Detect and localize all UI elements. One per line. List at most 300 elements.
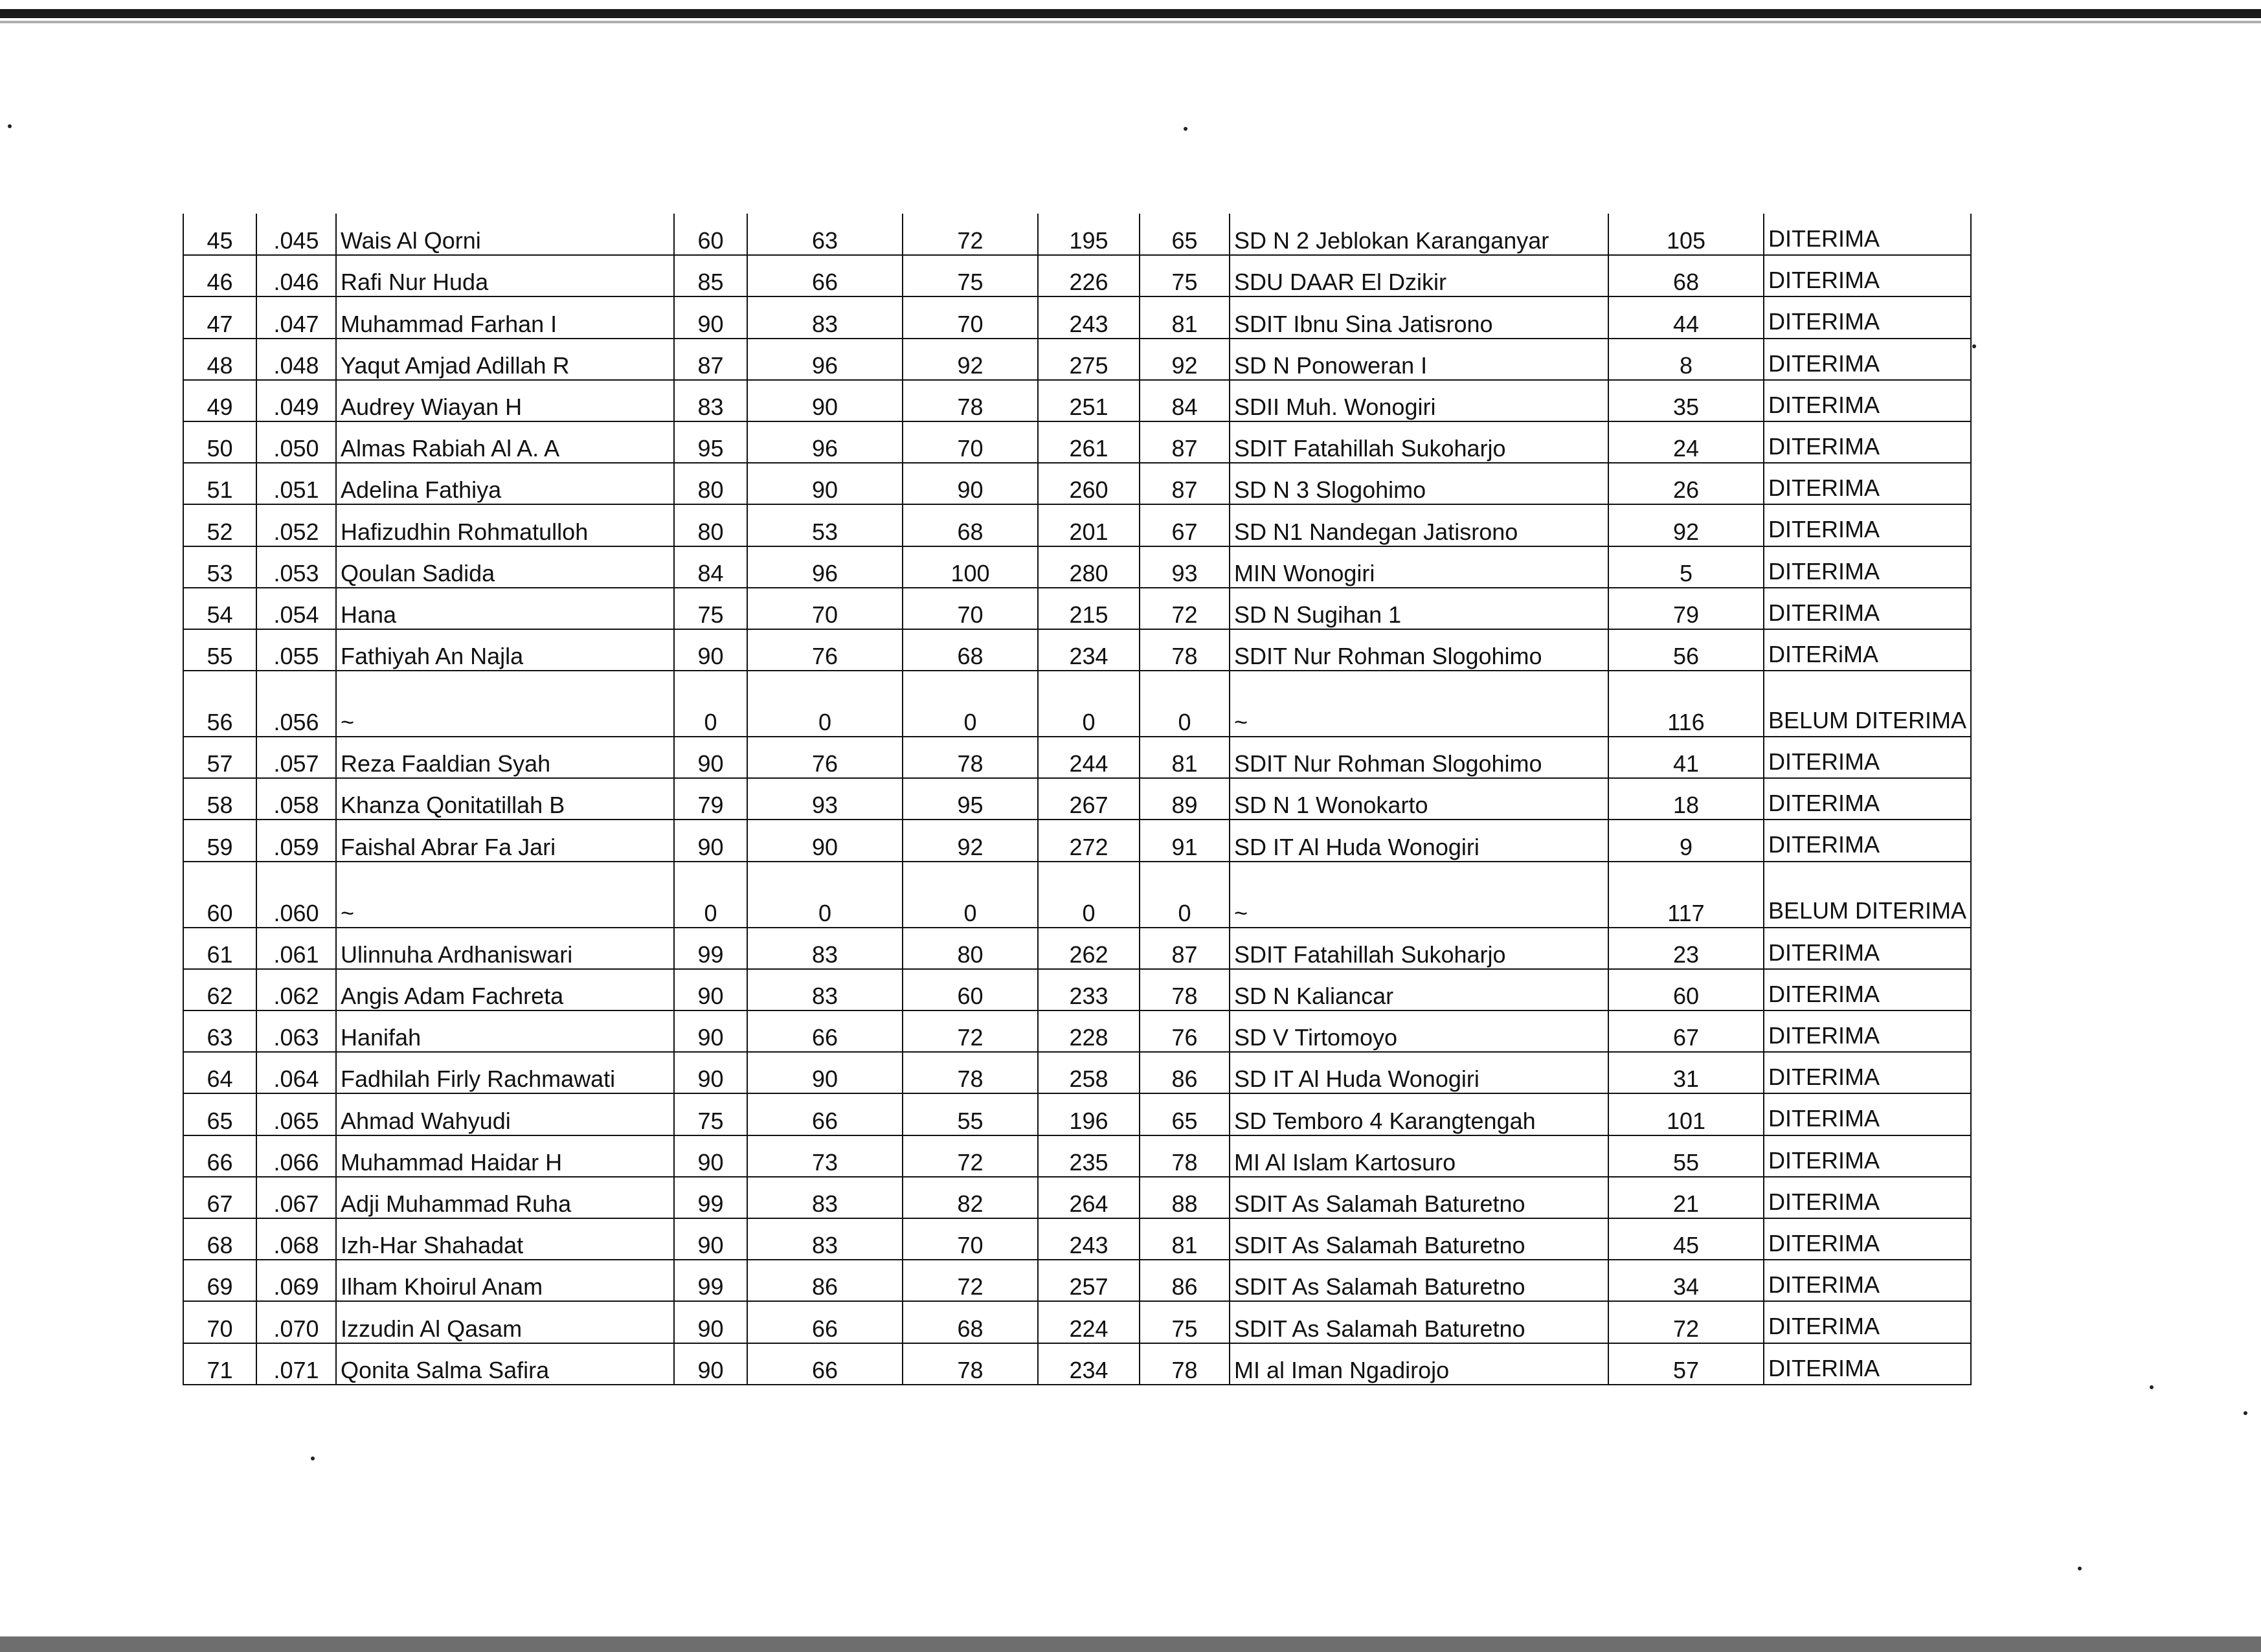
table-row <box>183 862 1971 928</box>
score-3: 68 <box>903 504 1038 546</box>
score-1: 80 <box>674 504 747 546</box>
rank: 41 <box>1608 737 1764 778</box>
student-name: Hafizudhin Rohmatulloh <box>336 504 674 546</box>
rank: 23 <box>1608 928 1764 969</box>
score-3: 68 <box>903 629 1038 671</box>
scan-speck <box>311 1457 315 1460</box>
score-3: 0 <box>903 862 1038 928</box>
score-2: 53 <box>747 504 903 546</box>
row-number: 45 <box>183 214 256 255</box>
score-1: 90 <box>674 1010 747 1052</box>
score-1: 83 <box>674 380 747 421</box>
row-number: 50 <box>183 421 256 463</box>
table-row <box>183 928 1971 969</box>
average-score: 88 <box>1140 1177 1230 1218</box>
score-2: 66 <box>747 255 903 296</box>
average-score: 78 <box>1140 629 1230 671</box>
average-score: 84 <box>1140 380 1230 421</box>
average-score: 78 <box>1140 969 1230 1010</box>
admission-status: DITERIMA <box>1764 504 1971 546</box>
origin-school: MI al Iman Ngadirojo <box>1230 1343 1608 1385</box>
admission-status: DITERIMA <box>1764 1010 1971 1052</box>
admission-status: DITERIMA <box>1764 339 1971 380</box>
table-row <box>183 1218 1971 1260</box>
registration-code: .047 <box>256 296 336 338</box>
row-number: 71 <box>183 1343 256 1385</box>
rank: 31 <box>1608 1052 1764 1093</box>
student-name: Ahmad Wahyudi <box>336 1093 674 1135</box>
registration-code: .067 <box>256 1177 336 1218</box>
row-number: 48 <box>183 339 256 380</box>
row-number: 52 <box>183 504 256 546</box>
table-row <box>183 463 1971 504</box>
rank: 8 <box>1608 339 1764 380</box>
student-name: Khanza Qonitatillah B <box>336 778 674 820</box>
average-score: 86 <box>1140 1052 1230 1093</box>
score-1: 90 <box>674 820 747 861</box>
score-2: 73 <box>747 1135 903 1177</box>
score-3: 78 <box>903 1052 1038 1093</box>
origin-school: SD N 3 Slogohimo <box>1230 463 1608 504</box>
admission-status: DITERIMA <box>1764 820 1971 861</box>
total-score: 0 <box>1038 862 1140 928</box>
score-1: 90 <box>674 1218 747 1260</box>
score-2: 96 <box>747 339 903 380</box>
rank: 67 <box>1608 1010 1764 1052</box>
registration-code: .048 <box>256 339 336 380</box>
total-score: 195 <box>1038 214 1140 255</box>
student-name: ~ <box>336 671 674 737</box>
score-1: 90 <box>674 1343 747 1385</box>
score-1: 90 <box>674 737 747 778</box>
score-2: 76 <box>747 737 903 778</box>
rank: 26 <box>1608 463 1764 504</box>
admission-status: DITERIMA <box>1764 214 1971 255</box>
row-number: 58 <box>183 778 256 820</box>
admission-status: DITERIMA <box>1764 737 1971 778</box>
rank: 57 <box>1608 1343 1764 1385</box>
student-name: Muhammad Haidar H <box>336 1135 674 1177</box>
score-3: 70 <box>903 296 1038 338</box>
row-number: 64 <box>183 1052 256 1093</box>
row-number: 51 <box>183 463 256 504</box>
average-score: 78 <box>1140 1343 1230 1385</box>
table-row <box>183 1010 1971 1052</box>
row-number: 66 <box>183 1135 256 1177</box>
registration-code: .058 <box>256 778 336 820</box>
registration-code: .057 <box>256 737 336 778</box>
score-1: 80 <box>674 463 747 504</box>
rank: 55 <box>1608 1135 1764 1177</box>
admission-status: BELUM DITERIMA <box>1764 671 1971 737</box>
average-score: 72 <box>1140 588 1230 629</box>
student-name: Almas Rabiah Al A. A <box>336 421 674 463</box>
row-number: 65 <box>183 1093 256 1135</box>
registration-code: .059 <box>256 820 336 861</box>
origin-school: SDU DAAR El Dzikir <box>1230 255 1608 296</box>
registration-code: .054 <box>256 588 336 629</box>
total-score: 258 <box>1038 1052 1140 1093</box>
total-score: 243 <box>1038 296 1140 338</box>
student-name: Reza Faaldian Syah <box>336 737 674 778</box>
score-1: 99 <box>674 1177 747 1218</box>
total-score: 215 <box>1038 588 1140 629</box>
score-2: 83 <box>747 969 903 1010</box>
table-row <box>183 778 1971 820</box>
score-3: 60 <box>903 969 1038 1010</box>
registration-code: .068 <box>256 1218 336 1260</box>
score-2: 66 <box>747 1093 903 1135</box>
total-score: 261 <box>1038 421 1140 463</box>
origin-school: SDIT Fatahillah Sukoharjo <box>1230 421 1608 463</box>
origin-school: MI Al Islam Kartosuro <box>1230 1135 1608 1177</box>
score-1: 60 <box>674 214 747 255</box>
rank: 101 <box>1608 1093 1764 1135</box>
scan-edge-top-shadow <box>0 21 2261 23</box>
admission-status: DITERIMA <box>1764 296 1971 338</box>
origin-school: ~ <box>1230 862 1608 928</box>
table-row <box>183 969 1971 1010</box>
total-score: 234 <box>1038 1343 1140 1385</box>
registration-code: .063 <box>256 1010 336 1052</box>
table-row <box>183 296 1971 338</box>
rank: 56 <box>1608 629 1764 671</box>
admission-status: DITERIMA <box>1764 1177 1971 1218</box>
registration-code: .061 <box>256 928 336 969</box>
total-score: 251 <box>1038 380 1140 421</box>
score-1: 95 <box>674 421 747 463</box>
admission-status: DITERIMA <box>1764 778 1971 820</box>
average-score: 75 <box>1140 255 1230 296</box>
rank: 60 <box>1608 969 1764 1010</box>
row-number: 60 <box>183 862 256 928</box>
rank: 24 <box>1608 421 1764 463</box>
rank: 45 <box>1608 1218 1764 1260</box>
student-name: Yaqut Amjad Adillah R <box>336 339 674 380</box>
student-name: Adji Muhammad Ruha <box>336 1177 674 1218</box>
score-3: 78 <box>903 380 1038 421</box>
total-score: 280 <box>1038 546 1140 588</box>
average-score: 65 <box>1140 1093 1230 1135</box>
origin-school: SD V Tirtomoyo <box>1230 1010 1608 1052</box>
origin-school: SD N Ponoweran I <box>1230 339 1608 380</box>
total-score: 201 <box>1038 504 1140 546</box>
total-score: 262 <box>1038 928 1140 969</box>
admission-status: DITERIMA <box>1764 928 1971 969</box>
admission-status: DITERIMA <box>1764 1218 1971 1260</box>
table-row <box>183 1052 1971 1093</box>
score-2: 63 <box>747 214 903 255</box>
average-score: 0 <box>1140 862 1230 928</box>
total-score: 233 <box>1038 969 1140 1010</box>
table-row <box>183 1301 1971 1343</box>
score-1: 99 <box>674 1260 747 1301</box>
total-score: 226 <box>1038 255 1140 296</box>
rank: 72 <box>1608 1301 1764 1343</box>
origin-school: SD N Sugihan 1 <box>1230 588 1608 629</box>
row-number: 69 <box>183 1260 256 1301</box>
score-2: 86 <box>747 1260 903 1301</box>
score-1: 87 <box>674 339 747 380</box>
average-score: 81 <box>1140 737 1230 778</box>
total-score: 234 <box>1038 629 1140 671</box>
average-score: 75 <box>1140 1301 1230 1343</box>
origin-school: SDII Muh. Wonogiri <box>1230 380 1608 421</box>
total-score: 275 <box>1038 339 1140 380</box>
score-2: 83 <box>747 1177 903 1218</box>
admission-status: DITERIMA <box>1764 546 1971 588</box>
admission-status: BELUM DITERIMA <box>1764 862 1971 928</box>
score-2: 83 <box>747 1218 903 1260</box>
row-number: 61 <box>183 928 256 969</box>
score-2: 93 <box>747 778 903 820</box>
score-2: 70 <box>747 588 903 629</box>
registration-code: .050 <box>256 421 336 463</box>
rank: 35 <box>1608 380 1764 421</box>
scan-speck <box>8 124 12 128</box>
origin-school: SDIT As Salamah Baturetno <box>1230 1177 1608 1218</box>
student-name: Fadhilah Firly Rachmawati <box>336 1052 674 1093</box>
table-row <box>183 380 1971 421</box>
student-name: Fathiyah An Najla <box>336 629 674 671</box>
score-1: 84 <box>674 546 747 588</box>
admission-results-table <box>183 214 1972 1385</box>
table-row <box>183 1093 1971 1135</box>
student-name: Adelina Fathiya <box>336 463 674 504</box>
registration-code: .049 <box>256 380 336 421</box>
admission-status: DITERIMA <box>1764 1135 1971 1177</box>
average-score: 65 <box>1140 214 1230 255</box>
score-2: 96 <box>747 546 903 588</box>
table-row <box>183 339 1971 380</box>
score-1: 90 <box>674 969 747 1010</box>
row-number: 55 <box>183 629 256 671</box>
score-3: 72 <box>903 1010 1038 1052</box>
score-3: 70 <box>903 588 1038 629</box>
table-row <box>183 820 1971 861</box>
score-3: 90 <box>903 463 1038 504</box>
rank: 34 <box>1608 1260 1764 1301</box>
table-row <box>183 255 1971 296</box>
registration-code: .053 <box>256 546 336 588</box>
table-row <box>183 671 1971 737</box>
row-number: 49 <box>183 380 256 421</box>
average-score: 87 <box>1140 463 1230 504</box>
rank: 92 <box>1608 504 1764 546</box>
registration-code: .064 <box>256 1052 336 1093</box>
table-row <box>183 504 1971 546</box>
origin-school: SDIT Nur Rohman Slogohimo <box>1230 629 1608 671</box>
total-score: 196 <box>1038 1093 1140 1135</box>
scan-speck <box>2244 1411 2247 1415</box>
total-score: 235 <box>1038 1135 1140 1177</box>
score-1: 0 <box>674 862 747 928</box>
score-3: 72 <box>903 214 1038 255</box>
score-3: 72 <box>903 1260 1038 1301</box>
score-3: 78 <box>903 737 1038 778</box>
student-name: Hana <box>336 588 674 629</box>
rank: 79 <box>1608 588 1764 629</box>
admission-status: DITERIMA <box>1764 969 1971 1010</box>
score-2: 83 <box>747 296 903 338</box>
score-1: 85 <box>674 255 747 296</box>
origin-school: SDIT As Salamah Baturetno <box>1230 1301 1608 1343</box>
score-1: 90 <box>674 1301 747 1343</box>
average-score: 91 <box>1140 820 1230 861</box>
admission-status: DITERIMA <box>1764 255 1971 296</box>
score-2: 66 <box>747 1343 903 1385</box>
row-number: 70 <box>183 1301 256 1343</box>
rank: 68 <box>1608 255 1764 296</box>
scan-speck <box>2150 1385 2154 1389</box>
score-3: 75 <box>903 255 1038 296</box>
origin-school: SD Temboro 4 Karangtengah <box>1230 1093 1608 1135</box>
scan-edge-top <box>0 9 2261 18</box>
registration-code: .046 <box>256 255 336 296</box>
student-name: ~ <box>336 862 674 928</box>
total-score: 260 <box>1038 463 1140 504</box>
score-2: 90 <box>747 820 903 861</box>
table-row <box>183 1343 1971 1385</box>
average-score: 92 <box>1140 339 1230 380</box>
student-name: Audrey Wiayan H <box>336 380 674 421</box>
rank: 116 <box>1608 671 1764 737</box>
row-number: 59 <box>183 820 256 861</box>
score-2: 76 <box>747 629 903 671</box>
scan-speck <box>2078 1567 2082 1570</box>
average-score: 86 <box>1140 1260 1230 1301</box>
score-1: 75 <box>674 1093 747 1135</box>
score-1: 90 <box>674 629 747 671</box>
score-3: 68 <box>903 1301 1038 1343</box>
origin-school: MIN Wonogiri <box>1230 546 1608 588</box>
score-2: 0 <box>747 671 903 737</box>
score-1: 90 <box>674 1135 747 1177</box>
average-score: 76 <box>1140 1010 1230 1052</box>
origin-school: SDIT As Salamah Baturetno <box>1230 1260 1608 1301</box>
student-name: Izh-Har Shahadat <box>336 1218 674 1260</box>
table-row <box>183 737 1971 778</box>
admission-status: DITERIMA <box>1764 1343 1971 1385</box>
admission-status: DITERIMA <box>1764 1093 1971 1135</box>
row-number: 68 <box>183 1218 256 1260</box>
registration-code: .070 <box>256 1301 336 1343</box>
total-score: 244 <box>1038 737 1140 778</box>
origin-school: ~ <box>1230 671 1608 737</box>
score-3: 100 <box>903 546 1038 588</box>
rank: 105 <box>1608 214 1764 255</box>
registration-code: .062 <box>256 969 336 1010</box>
student-name: Qoulan Sadida <box>336 546 674 588</box>
row-number: 47 <box>183 296 256 338</box>
rank: 21 <box>1608 1177 1764 1218</box>
student-name: Ulinnuha Ardhaniswari <box>336 928 674 969</box>
table-row <box>183 1177 1971 1218</box>
scan-speck <box>1184 127 1187 131</box>
registration-code: .052 <box>256 504 336 546</box>
registration-code: .069 <box>256 1260 336 1301</box>
registration-code: .051 <box>256 463 336 504</box>
average-score: 81 <box>1140 296 1230 338</box>
average-score: 87 <box>1140 421 1230 463</box>
score-3: 70 <box>903 1218 1038 1260</box>
registration-code: .045 <box>256 214 336 255</box>
student-name: Muhammad Farhan I <box>336 296 674 338</box>
score-2: 90 <box>747 1052 903 1093</box>
row-number: 53 <box>183 546 256 588</box>
score-3: 80 <box>903 928 1038 969</box>
student-name: Qonita Salma Safira <box>336 1343 674 1385</box>
score-3: 92 <box>903 820 1038 861</box>
origin-school: SDIT Fatahillah Sukoharjo <box>1230 928 1608 969</box>
row-number: 54 <box>183 588 256 629</box>
score-1: 79 <box>674 778 747 820</box>
total-score: 272 <box>1038 820 1140 861</box>
average-score: 67 <box>1140 504 1230 546</box>
total-score: 243 <box>1038 1218 1140 1260</box>
registration-code: .071 <box>256 1343 336 1385</box>
score-3: 92 <box>903 339 1038 380</box>
student-name: Angis Adam Fachreta <box>336 969 674 1010</box>
score-2: 90 <box>747 380 903 421</box>
rank: 9 <box>1608 820 1764 861</box>
row-number: 57 <box>183 737 256 778</box>
table-row <box>183 214 1971 255</box>
average-score: 93 <box>1140 546 1230 588</box>
registration-code: .060 <box>256 862 336 928</box>
score-2: 66 <box>747 1301 903 1343</box>
student-name: Izzudin Al Qasam <box>336 1301 674 1343</box>
student-name: Ilham Khoirul Anam <box>336 1260 674 1301</box>
admission-status: DITERIMA <box>1764 463 1971 504</box>
scan-edge-bottom <box>0 1636 2261 1652</box>
total-score: 224 <box>1038 1301 1140 1343</box>
score-1: 90 <box>674 1052 747 1093</box>
origin-school: SD IT Al Huda Wonogiri <box>1230 820 1608 861</box>
student-name: Rafi Nur Huda <box>336 255 674 296</box>
score-3: 95 <box>903 778 1038 820</box>
score-3: 70 <box>903 421 1038 463</box>
score-2: 66 <box>747 1010 903 1052</box>
row-number: 63 <box>183 1010 256 1052</box>
origin-school: SDIT Nur Rohman Slogohimo <box>1230 737 1608 778</box>
total-score: 228 <box>1038 1010 1140 1052</box>
admission-status: DITERIMA <box>1764 1301 1971 1343</box>
score-3: 55 <box>903 1093 1038 1135</box>
admission-status: DITERIMA <box>1764 380 1971 421</box>
table-row <box>183 421 1971 463</box>
score-2: 83 <box>747 928 903 969</box>
student-name: Wais Al Qorni <box>336 214 674 255</box>
table-row <box>183 546 1971 588</box>
score-1: 99 <box>674 928 747 969</box>
row-number: 46 <box>183 255 256 296</box>
origin-school: SD IT Al Huda Wonogiri <box>1230 1052 1608 1093</box>
student-name: Hanifah <box>336 1010 674 1052</box>
average-score: 0 <box>1140 671 1230 737</box>
score-3: 0 <box>903 671 1038 737</box>
origin-school: SDIT Ibnu Sina Jatisrono <box>1230 296 1608 338</box>
origin-school: SD N 1 Wonokarto <box>1230 778 1608 820</box>
row-number: 67 <box>183 1177 256 1218</box>
score-1: 90 <box>674 296 747 338</box>
registration-code: .055 <box>256 629 336 671</box>
total-score: 267 <box>1038 778 1140 820</box>
rank: 5 <box>1608 546 1764 588</box>
score-3: 78 <box>903 1343 1038 1385</box>
average-score: 78 <box>1140 1135 1230 1177</box>
score-2: 0 <box>747 862 903 928</box>
